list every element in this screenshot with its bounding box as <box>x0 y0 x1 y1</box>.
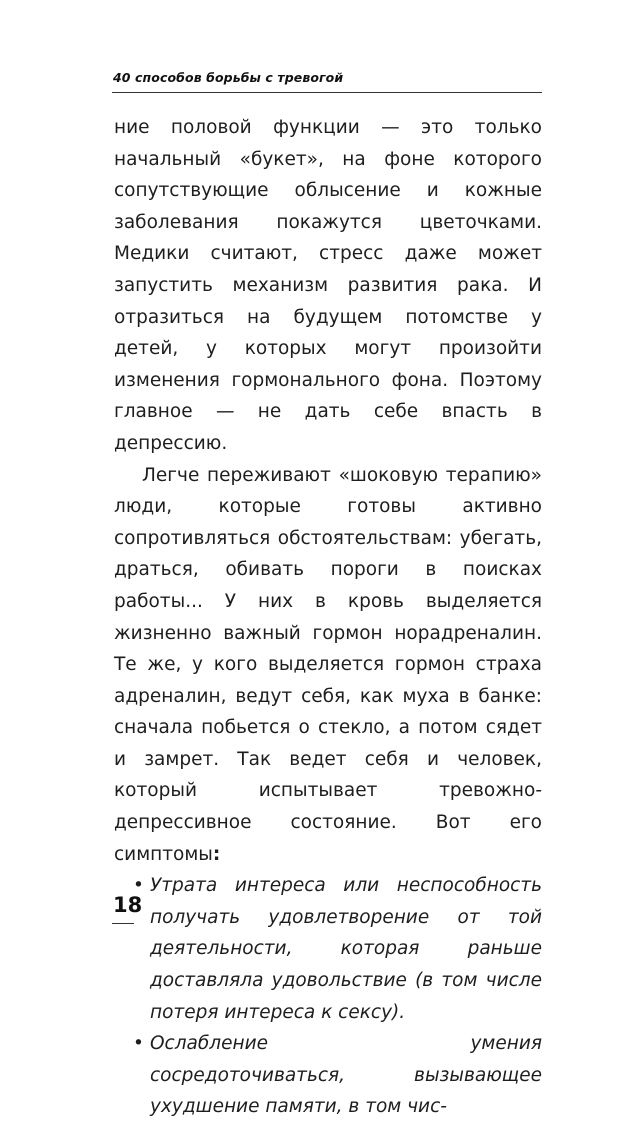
paragraph-1-text: ние половой функции — это только начальный «букет», на фоне которого сопутствующие облысение и кожные заболевания покажутся цветочками. Медики считают, стресс даже может запустить механизм развития рака. И отразиться на будущем потомстве у детей, у которых могут произойти изменения гормонального фона. Поэтому главное — не дать себе впасть в депрессию. <box>114 117 542 454</box>
paragraph-2-text: Легче переживают «шоковую терапию» люди, которые готовы активно сопротивляться обстоятельствам: убегать, драться, обивать пороги в поисках работы... У них в кровь выделяется жизненно важный гормон норадреналин. Те же, у кого выделяется гормон страха адреналин, ведут себя, как муха в банке: сначала побьется о стекло, а потом сядет и замрет. Так ведет себя и человек, который испытывает тревожно-депрессивное состояние. Вот его симптомы <box>114 464 542 865</box>
list-item <box>114 1028 542 1123</box>
bullet-marker: • <box>133 1033 144 1055</box>
footer-divider <box>112 923 134 924</box>
running-header-title: 40 способов борьбы с тревогой <box>113 70 344 85</box>
page-number: 18 <box>113 893 143 917</box>
paragraph-2-colon: : <box>212 843 221 865</box>
list-item <box>114 870 542 1028</box>
page-body <box>114 112 542 1123</box>
list-item-text: Ослабление умения сосредоточиваться, вызывающее ухудшение памяти, в том чис- <box>150 1033 542 1118</box>
list-item-text: Утрата интереса или неспособность получать удовлетворение от той деятельности, которая раньше доставляла удовольствие (в том числе потеря интереса к сексу). <box>150 875 542 1023</box>
header-divider <box>112 92 542 93</box>
paragraph-2 <box>114 460 542 871</box>
symptom-list <box>114 870 542 1123</box>
paragraph-1 <box>114 112 542 460</box>
bullet-marker: • <box>133 875 144 897</box>
